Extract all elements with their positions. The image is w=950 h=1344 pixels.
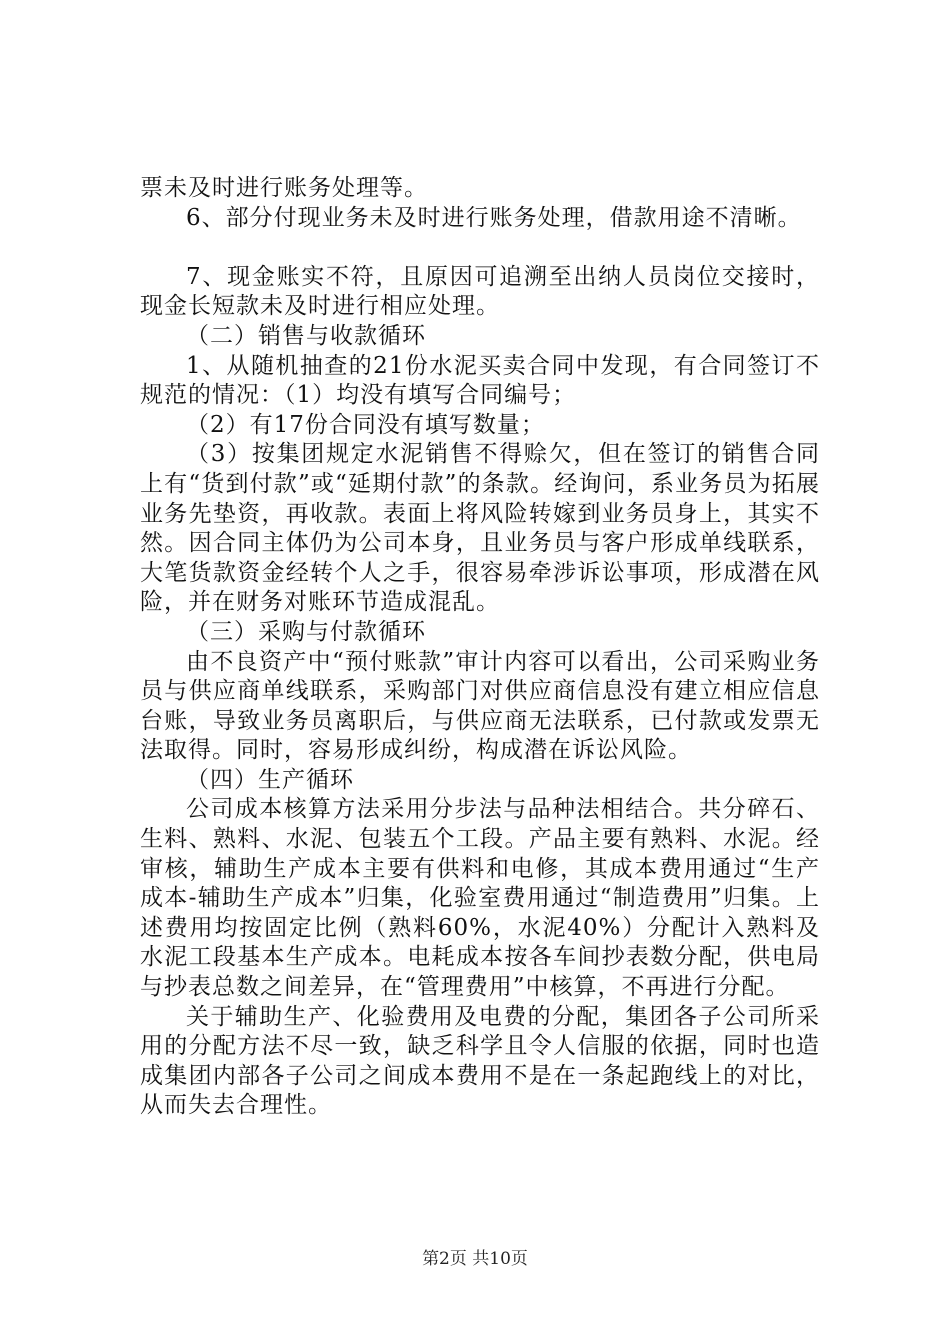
paragraph-production-2: 关于辅助生产、化验费用及电费的分配，集团各子公司所采用的分配方法不尽一致，缺乏科学且令人信服的依据，同时也造成集团内部各子公司之间成本费用不是在一条起跑线上的对比，从而失去合理性。 bbox=[140, 1003, 820, 1119]
paragraph-sales-3: （3）按集团规定水泥销售不得赊欠，但在签订的销售合同上有“货到付款”或“延期付款”的条款。经询问，系业务员为拓展业务先垫资，再收款。表面上将风险转嫁到业务员身上，其实不然。因合同主体仍为公司本身，且业务员与客户形成单线联系，大笔货款资金经转个人之手，很容易牵涉诉讼事项，形成潜在风险，并在财务对账环节造成混乱。 bbox=[140, 441, 820, 616]
section-heading-purchase: （三）采购与付款循环 bbox=[186, 618, 426, 645]
paragraph-sales-2: （2）有17份合同没有填写数量； bbox=[186, 411, 545, 438]
paragraph-continuation: 票未及时进行账务处理等。 bbox=[140, 175, 428, 201]
document-body bbox=[140, 174, 820, 1121]
section-heading-sales: （二）销售与收款循环 bbox=[186, 322, 426, 349]
paragraph-item-6: 6、部分付现业务未及时进行账务处理，借款用途不清晰。 bbox=[186, 204, 802, 231]
section-heading-production: （四）生产循环 bbox=[186, 766, 354, 793]
page-number-footer: 第2页 共10页 bbox=[422, 1249, 528, 1269]
paragraph-purchase: 由不良资产中“预付账款”审计内容可以看出，公司采购业务员与供应商单线联系，采购部门对供应商信息没有建立相应信息台账，导致业务员离职后，与供应商无法联系，已付款或发票无法取得。同时，容易形成纠纷，构成潜在诉讼风险。 bbox=[140, 648, 820, 764]
paragraph-sales-1: 1、从随机抽查的21份水泥买卖合同中发现，有合同签订不规范的情况：（1）均没有填写合同编号； bbox=[140, 352, 820, 409]
paragraph-production-1: 公司成本核算方法采用分步法与品种法相结合。共分碎石、生料、熟料、水泥、包装五个工段。产品主要有熟料、水泥。经审核，辅助生产成本主要有供料和电修，其成本费用通过“生产成本-辅助生产成本”归集，化验室费用通过“制造费用”归集。上述费用均按固定比例（熟料60%，水泥40%）分配计入熟料及水泥工段基本生产成本。电耗成本按各车间抄表数分配，供电局与抄表总数之间差异，在“管理费用”中核算，不再进行分配。 bbox=[140, 796, 820, 1001]
paragraph-item-7: 7、现金账实不符，且原因可追溯至出纳人员岗位交接时，现金长短款未及时进行相应处理。 bbox=[140, 263, 820, 320]
